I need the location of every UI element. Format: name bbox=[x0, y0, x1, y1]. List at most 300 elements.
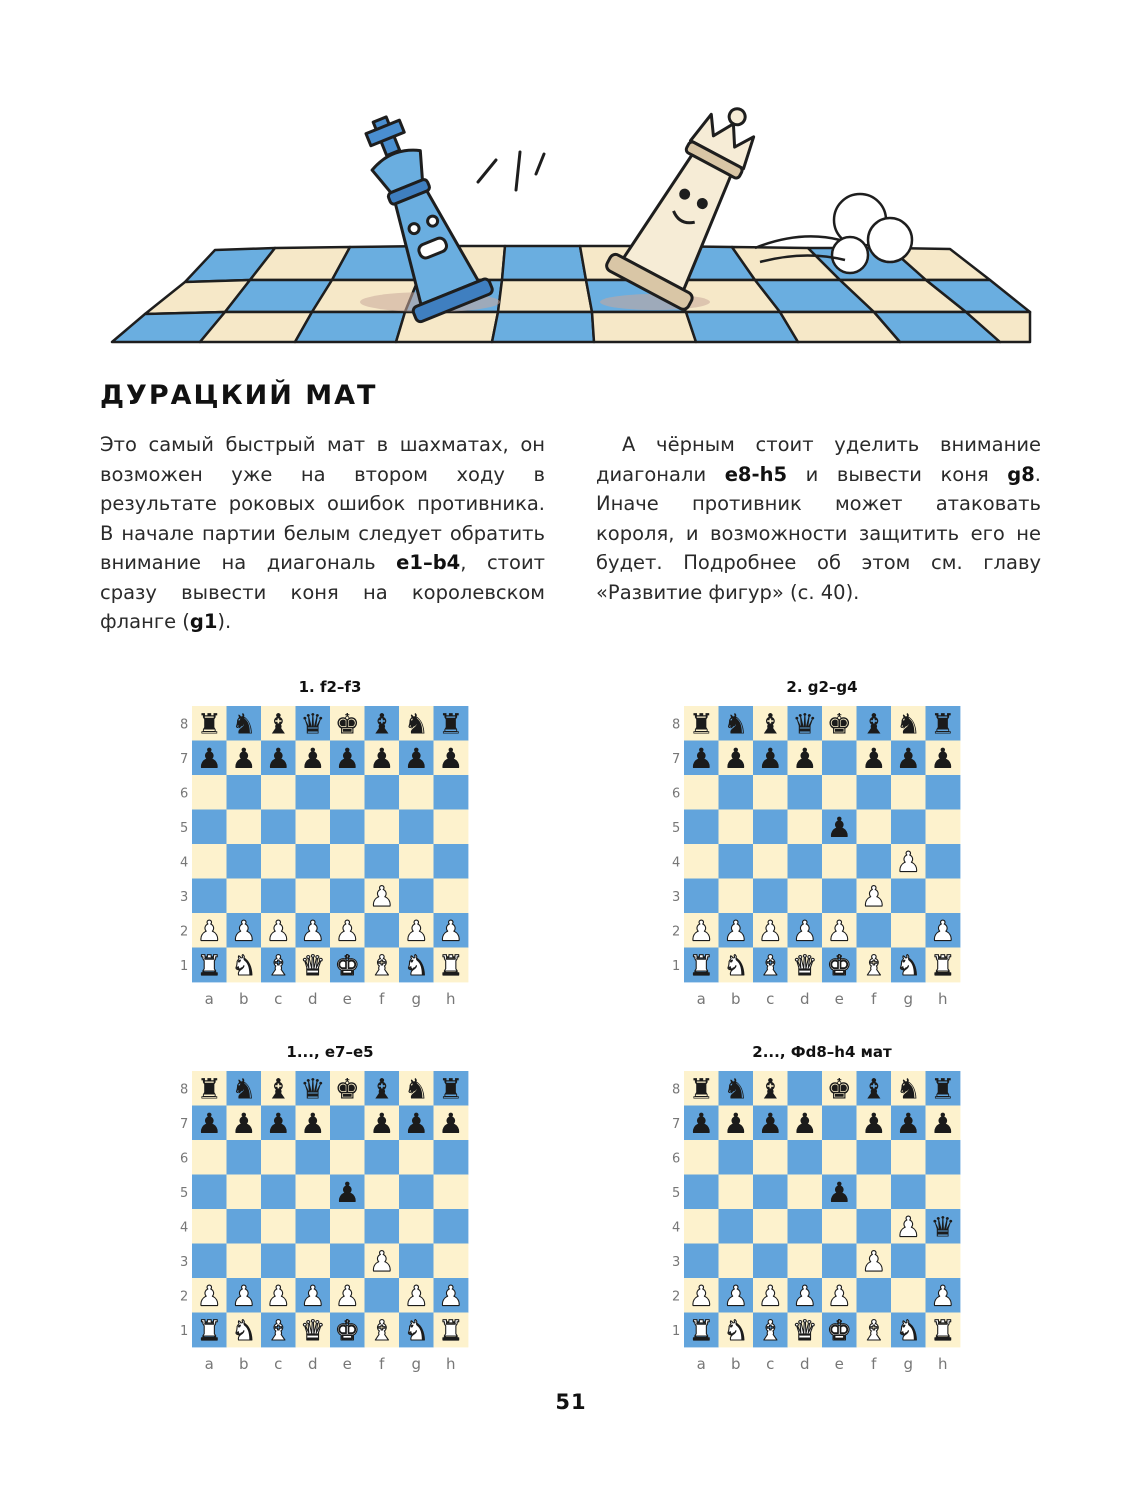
board-square bbox=[753, 879, 788, 914]
board-square bbox=[788, 879, 823, 914]
white-pawn-icon: ♟ bbox=[792, 1279, 818, 1313]
file-label: h bbox=[445, 990, 456, 1008]
white-queen-icon: ♛ bbox=[300, 1313, 326, 1347]
black-knight-icon: ♞ bbox=[895, 1072, 921, 1106]
board-square bbox=[227, 1209, 262, 1244]
black-pawn-icon: ♟ bbox=[369, 741, 395, 775]
board-square bbox=[822, 775, 857, 810]
white-pawn-icon: ♟ bbox=[196, 1279, 222, 1313]
rank-label: 2 bbox=[180, 1289, 189, 1305]
board-square bbox=[330, 1106, 365, 1141]
black-king-icon: ♚ bbox=[826, 1072, 852, 1106]
bold-term: g8 bbox=[1007, 462, 1035, 486]
board-square bbox=[365, 1140, 400, 1175]
black-pawn-icon: ♟ bbox=[757, 1106, 783, 1140]
rank-label: 5 bbox=[672, 1185, 681, 1201]
black-pawn-icon: ♟ bbox=[930, 741, 956, 775]
section-heading: ДУРАЦКИЙ МАТ bbox=[100, 380, 378, 411]
rank-label: 8 bbox=[672, 717, 681, 733]
white-rook-icon: ♜ bbox=[688, 1313, 714, 1347]
board-square bbox=[719, 1209, 754, 1244]
file-label: c bbox=[766, 990, 775, 1008]
board-square bbox=[365, 913, 400, 948]
white-rook-icon: ♜ bbox=[438, 1313, 464, 1347]
file-label: c bbox=[274, 990, 283, 1008]
white-bishop-icon: ♝ bbox=[861, 1313, 887, 1347]
file-label: b bbox=[238, 1355, 249, 1373]
board-square bbox=[434, 1244, 469, 1279]
white-queen-icon: ♛ bbox=[792, 948, 818, 982]
white-pawn-icon: ♟ bbox=[861, 1244, 887, 1278]
rank-label: 5 bbox=[180, 820, 189, 836]
white-pawn-icon: ♟ bbox=[334, 1279, 360, 1313]
board-square bbox=[434, 1175, 469, 1210]
black-bishop-icon: ♝ bbox=[369, 1072, 395, 1106]
white-pawn-icon: ♟ bbox=[930, 914, 956, 948]
board-square bbox=[330, 775, 365, 810]
black-knight-icon: ♞ bbox=[403, 1072, 429, 1106]
board-square bbox=[753, 844, 788, 879]
white-bishop-icon: ♝ bbox=[861, 948, 887, 982]
black-pawn-icon: ♟ bbox=[231, 1106, 257, 1140]
black-rook-icon: ♜ bbox=[930, 1072, 956, 1106]
rank-label: 2 bbox=[672, 1289, 681, 1305]
rank-label: 3 bbox=[672, 889, 681, 905]
black-pawn-icon: ♟ bbox=[757, 741, 783, 775]
black-knight-icon: ♞ bbox=[231, 1072, 257, 1106]
rank-label: 7 bbox=[672, 1116, 681, 1132]
rank-label: 6 bbox=[672, 786, 681, 802]
rank-label: 1 bbox=[672, 1323, 681, 1339]
white-pawn-icon: ♟ bbox=[723, 1279, 749, 1313]
board-square bbox=[261, 775, 296, 810]
black-rook-icon: ♜ bbox=[438, 707, 464, 741]
file-label: f bbox=[871, 1355, 877, 1373]
chess-kings-illustration bbox=[100, 90, 1040, 360]
chess-board bbox=[672, 706, 972, 1016]
file-label: e bbox=[342, 1355, 352, 1373]
black-bishop-icon: ♝ bbox=[757, 707, 783, 741]
white-king-icon: ♚ bbox=[826, 948, 852, 982]
black-pawn-icon: ♟ bbox=[265, 741, 291, 775]
board-square bbox=[399, 810, 434, 845]
board-square bbox=[719, 879, 754, 914]
white-king-icon: ♚ bbox=[334, 1313, 360, 1347]
board-square bbox=[719, 810, 754, 845]
bold-term: e1–b4 bbox=[396, 551, 461, 574]
black-bishop-icon: ♝ bbox=[265, 1072, 291, 1106]
board-square bbox=[261, 810, 296, 845]
file-label: g bbox=[903, 990, 914, 1008]
white-rook-icon: ♜ bbox=[196, 1313, 222, 1347]
white-bishop-icon: ♝ bbox=[757, 948, 783, 982]
file-label: g bbox=[903, 1355, 914, 1373]
file-label: d bbox=[799, 990, 810, 1008]
white-pawn-icon: ♟ bbox=[826, 1279, 852, 1313]
white-pawn-icon: ♟ bbox=[300, 1279, 326, 1313]
black-bishop-icon: ♝ bbox=[757, 1072, 783, 1106]
rank-label: 4 bbox=[180, 855, 189, 871]
board-square bbox=[891, 1244, 926, 1279]
black-pawn-icon: ♟ bbox=[895, 1106, 921, 1140]
white-pawn-icon: ♟ bbox=[369, 1244, 395, 1278]
board-square bbox=[330, 1209, 365, 1244]
file-label: f bbox=[379, 990, 385, 1008]
file-label: h bbox=[937, 990, 948, 1008]
board-square bbox=[434, 844, 469, 879]
board-square bbox=[719, 1175, 754, 1210]
board-square bbox=[719, 844, 754, 879]
black-bishop-icon: ♝ bbox=[861, 1072, 887, 1106]
black-queen-icon: ♛ bbox=[300, 1072, 326, 1106]
white-pawn-icon: ♟ bbox=[895, 845, 921, 879]
black-pawn-icon: ♟ bbox=[369, 1106, 395, 1140]
board-square bbox=[857, 913, 892, 948]
black-bishop-icon: ♝ bbox=[265, 707, 291, 741]
file-label: d bbox=[799, 1355, 810, 1373]
rank-label: 8 bbox=[180, 717, 189, 733]
rank-label: 1 bbox=[672, 958, 681, 974]
board-square bbox=[192, 1244, 227, 1279]
white-pawn-icon: ♟ bbox=[792, 914, 818, 948]
board-square bbox=[822, 1106, 857, 1141]
board-square bbox=[788, 1244, 823, 1279]
board-square bbox=[857, 1278, 892, 1313]
file-label: f bbox=[379, 1355, 385, 1373]
board-square bbox=[330, 1140, 365, 1175]
black-pawn-icon: ♟ bbox=[723, 741, 749, 775]
board-square bbox=[330, 879, 365, 914]
white-bishop-icon: ♝ bbox=[265, 948, 291, 982]
rank-label: 7 bbox=[672, 751, 681, 767]
board-square bbox=[434, 879, 469, 914]
board-square bbox=[365, 844, 400, 879]
file-label: d bbox=[307, 1355, 318, 1373]
rank-label: 8 bbox=[180, 1082, 189, 1098]
white-pawn-icon: ♟ bbox=[403, 1279, 429, 1313]
white-pawn-icon: ♟ bbox=[300, 914, 326, 948]
board-square bbox=[788, 1209, 823, 1244]
board-square bbox=[684, 1209, 719, 1244]
black-rook-icon: ♜ bbox=[930, 707, 956, 741]
board-square bbox=[788, 844, 823, 879]
chess-board bbox=[180, 1071, 480, 1381]
board-square bbox=[753, 1175, 788, 1210]
white-pawn-icon: ♟ bbox=[438, 1279, 464, 1313]
black-knight-icon: ♞ bbox=[723, 1072, 749, 1106]
board-square bbox=[788, 810, 823, 845]
white-pawn-icon: ♟ bbox=[930, 1279, 956, 1313]
board-square bbox=[399, 775, 434, 810]
rank-label: 5 bbox=[180, 1185, 189, 1201]
diagram-title: 1. f2–f3 bbox=[298, 678, 362, 696]
white-pawn-icon: ♟ bbox=[334, 914, 360, 948]
board-square bbox=[434, 1209, 469, 1244]
board-square bbox=[261, 879, 296, 914]
board-square bbox=[434, 775, 469, 810]
black-pawn-icon: ♟ bbox=[792, 741, 818, 775]
board-square bbox=[296, 1209, 331, 1244]
rank-label: 8 bbox=[672, 1082, 681, 1098]
board-square bbox=[891, 879, 926, 914]
board-square bbox=[192, 879, 227, 914]
board-square bbox=[399, 1244, 434, 1279]
board-square bbox=[719, 775, 754, 810]
intro-paragraph-left bbox=[100, 430, 545, 637]
impact-lines bbox=[478, 152, 544, 190]
board-square bbox=[926, 775, 961, 810]
board-square bbox=[365, 775, 400, 810]
white-pawn-icon: ♟ bbox=[688, 914, 714, 948]
board-square bbox=[227, 1244, 262, 1279]
white-pawn-icon: ♟ bbox=[895, 1210, 921, 1244]
text-run: Это самый быстрый мат в шахматах, он возможен уже на втором ходу в результате роковых ошибок противника. В начале партии белым следует обратить внимание на диагональ bbox=[100, 433, 545, 574]
board-square bbox=[926, 844, 961, 879]
board-square bbox=[926, 810, 961, 845]
board-square bbox=[296, 1140, 331, 1175]
file-label: f bbox=[871, 990, 877, 1008]
white-knight-icon: ♞ bbox=[403, 1313, 429, 1347]
board-square bbox=[261, 1175, 296, 1210]
diagram-title: 2..., Фd8–h4 мат bbox=[752, 1043, 892, 1061]
file-label: e bbox=[834, 1355, 844, 1373]
white-pawn-icon: ♟ bbox=[231, 1279, 257, 1313]
board-square bbox=[822, 1244, 857, 1279]
white-pawn-icon: ♟ bbox=[231, 914, 257, 948]
board-square bbox=[822, 741, 857, 776]
rank-label: 7 bbox=[180, 1116, 189, 1132]
file-label: g bbox=[411, 1355, 422, 1373]
black-pawn-icon: ♟ bbox=[196, 1106, 222, 1140]
file-label: a bbox=[696, 990, 706, 1008]
rank-label: 6 bbox=[180, 1151, 189, 1167]
text-run: А чёрным стоит уделить внимание диагонали bbox=[596, 433, 1041, 486]
white-bishop-icon: ♝ bbox=[369, 1313, 395, 1347]
rank-label: 6 bbox=[180, 786, 189, 802]
file-label: e bbox=[342, 990, 352, 1008]
white-pawn-icon: ♟ bbox=[438, 914, 464, 948]
file-label: d bbox=[307, 990, 318, 1008]
board-square bbox=[684, 844, 719, 879]
board-square bbox=[857, 844, 892, 879]
rank-label: 6 bbox=[672, 1151, 681, 1167]
board-square bbox=[926, 1244, 961, 1279]
board-square bbox=[261, 1140, 296, 1175]
file-label: b bbox=[238, 990, 249, 1008]
board-square bbox=[399, 844, 434, 879]
board-square bbox=[261, 1209, 296, 1244]
board-square bbox=[926, 1175, 961, 1210]
board-square bbox=[192, 1175, 227, 1210]
text-run: . Иначе противник может атаковать короля, и возможности защитить его не будет. Подробнее об этом см. главу «Развитие фигур» (с. 40). bbox=[596, 462, 1041, 604]
board-square bbox=[822, 879, 857, 914]
board-square bbox=[365, 810, 400, 845]
file-label: c bbox=[766, 1355, 775, 1373]
white-bishop-icon: ♝ bbox=[265, 1313, 291, 1347]
black-rook-icon: ♜ bbox=[688, 707, 714, 741]
white-knight-icon: ♞ bbox=[723, 948, 749, 982]
white-pawn-icon: ♟ bbox=[723, 914, 749, 948]
white-knight-icon: ♞ bbox=[723, 1313, 749, 1347]
white-pawn-icon: ♟ bbox=[196, 914, 222, 948]
board-square bbox=[822, 1209, 857, 1244]
white-pawn-icon: ♟ bbox=[826, 914, 852, 948]
board-square bbox=[227, 844, 262, 879]
board-square bbox=[891, 1175, 926, 1210]
black-pawn-icon: ♟ bbox=[438, 741, 464, 775]
chess-board bbox=[180, 706, 480, 1016]
white-knight-icon: ♞ bbox=[895, 948, 921, 982]
rank-label: 4 bbox=[180, 1220, 189, 1236]
board-square bbox=[753, 810, 788, 845]
board-square bbox=[857, 1209, 892, 1244]
board-square bbox=[227, 1175, 262, 1210]
board-square bbox=[192, 810, 227, 845]
board-square bbox=[788, 1071, 823, 1106]
board-square bbox=[753, 1244, 788, 1279]
white-knight-icon: ♞ bbox=[231, 948, 257, 982]
file-label: b bbox=[730, 1355, 741, 1373]
white-king-icon: ♚ bbox=[826, 1313, 852, 1347]
board-square bbox=[399, 1209, 434, 1244]
chess-board bbox=[672, 1071, 972, 1381]
board-square bbox=[926, 879, 961, 914]
white-bishop-icon: ♝ bbox=[757, 1313, 783, 1347]
board-square bbox=[365, 1278, 400, 1313]
board-square bbox=[926, 1140, 961, 1175]
white-knight-icon: ♞ bbox=[231, 1313, 257, 1347]
black-pawn-icon: ♟ bbox=[826, 1175, 852, 1209]
file-label: a bbox=[204, 1355, 214, 1373]
black-pawn-icon: ♟ bbox=[723, 1106, 749, 1140]
board-square bbox=[857, 1175, 892, 1210]
white-knight-icon: ♞ bbox=[403, 948, 429, 982]
white-pawn-icon: ♟ bbox=[861, 879, 887, 913]
text-run: и вывести коня bbox=[787, 462, 1008, 486]
white-pawn-icon: ♟ bbox=[403, 914, 429, 948]
board-square bbox=[296, 1175, 331, 1210]
rank-label: 3 bbox=[180, 889, 189, 905]
text-run: , стоит сразу вывести коня на королевском фланге ( bbox=[100, 551, 545, 633]
black-pawn-icon: ♟ bbox=[688, 1106, 714, 1140]
file-label: h bbox=[937, 1355, 948, 1373]
board-square bbox=[857, 775, 892, 810]
diagram-title: 2. g2–g4 bbox=[786, 678, 858, 696]
black-pawn-icon: ♟ bbox=[196, 741, 222, 775]
black-pawn-icon: ♟ bbox=[334, 741, 360, 775]
white-pawn-icon: ♟ bbox=[265, 914, 291, 948]
board-square bbox=[399, 1175, 434, 1210]
file-label: e bbox=[834, 990, 844, 1008]
file-label: b bbox=[730, 990, 741, 1008]
board-square bbox=[365, 1175, 400, 1210]
board-square bbox=[227, 879, 262, 914]
board-square bbox=[788, 1140, 823, 1175]
black-rook-icon: ♜ bbox=[196, 1072, 222, 1106]
rank-label: 4 bbox=[672, 1220, 681, 1236]
board-square bbox=[684, 879, 719, 914]
board-square bbox=[684, 1140, 719, 1175]
board-square bbox=[296, 879, 331, 914]
board-square bbox=[330, 1244, 365, 1279]
bold-term: e8-h5 bbox=[724, 462, 788, 486]
black-pawn-icon: ♟ bbox=[300, 1106, 326, 1140]
rank-label: 3 bbox=[180, 1254, 189, 1270]
white-pawn-icon: ♟ bbox=[688, 1279, 714, 1313]
board-square bbox=[684, 775, 719, 810]
white-rook-icon: ♜ bbox=[688, 948, 714, 982]
black-king-icon: ♚ bbox=[826, 707, 852, 741]
board-square bbox=[719, 1244, 754, 1279]
black-pawn-icon: ♟ bbox=[265, 1106, 291, 1140]
board-square bbox=[192, 1209, 227, 1244]
white-rook-icon: ♜ bbox=[196, 948, 222, 982]
rank-label: 1 bbox=[180, 1323, 189, 1339]
black-knight-icon: ♞ bbox=[723, 707, 749, 741]
board-square bbox=[192, 775, 227, 810]
board-square bbox=[684, 1175, 719, 1210]
black-king-icon: ♚ bbox=[334, 1072, 360, 1106]
board-square bbox=[822, 1140, 857, 1175]
board-square bbox=[296, 775, 331, 810]
intro-paragraph-right bbox=[596, 430, 1041, 607]
white-rook-icon: ♜ bbox=[438, 948, 464, 982]
board-square bbox=[788, 1175, 823, 1210]
diagram-title: 1..., e7–e5 bbox=[286, 1043, 374, 1061]
black-rook-icon: ♜ bbox=[688, 1072, 714, 1106]
board-square bbox=[399, 879, 434, 914]
board-square bbox=[753, 775, 788, 810]
file-label: h bbox=[445, 1355, 456, 1373]
white-bishop-icon: ♝ bbox=[369, 948, 395, 982]
black-king-icon: ♚ bbox=[334, 707, 360, 741]
white-king-icon: ♚ bbox=[334, 948, 360, 982]
board-square bbox=[891, 913, 926, 948]
rank-label: 2 bbox=[180, 924, 189, 940]
text-run: ). bbox=[217, 610, 232, 633]
page-number: 51 bbox=[555, 1390, 587, 1414]
black-pawn-icon: ♟ bbox=[792, 1106, 818, 1140]
board-square bbox=[296, 810, 331, 845]
board-square bbox=[261, 1244, 296, 1279]
white-queen-icon: ♛ bbox=[792, 1313, 818, 1347]
black-rook-icon: ♜ bbox=[196, 707, 222, 741]
board-square bbox=[227, 775, 262, 810]
black-bishop-icon: ♝ bbox=[369, 707, 395, 741]
rank-label: 7 bbox=[180, 751, 189, 767]
board-square bbox=[753, 1209, 788, 1244]
file-label: g bbox=[411, 990, 422, 1008]
board-square bbox=[227, 1140, 262, 1175]
black-pawn-icon: ♟ bbox=[930, 1106, 956, 1140]
white-rook-icon: ♜ bbox=[930, 1313, 956, 1347]
white-queen-icon: ♛ bbox=[300, 948, 326, 982]
board-square bbox=[434, 810, 469, 845]
board-square bbox=[296, 844, 331, 879]
board-square bbox=[365, 1209, 400, 1244]
board-square bbox=[330, 844, 365, 879]
black-pawn-icon: ♟ bbox=[403, 1106, 429, 1140]
rank-label: 4 bbox=[672, 855, 681, 871]
file-label: a bbox=[204, 990, 214, 1008]
black-bishop-icon: ♝ bbox=[861, 707, 887, 741]
black-knight-icon: ♞ bbox=[403, 707, 429, 741]
white-pawn-icon: ♟ bbox=[369, 879, 395, 913]
board-square bbox=[891, 775, 926, 810]
bold-term: g1 bbox=[189, 610, 218, 633]
rank-label: 3 bbox=[672, 1254, 681, 1270]
board-square bbox=[753, 1140, 788, 1175]
